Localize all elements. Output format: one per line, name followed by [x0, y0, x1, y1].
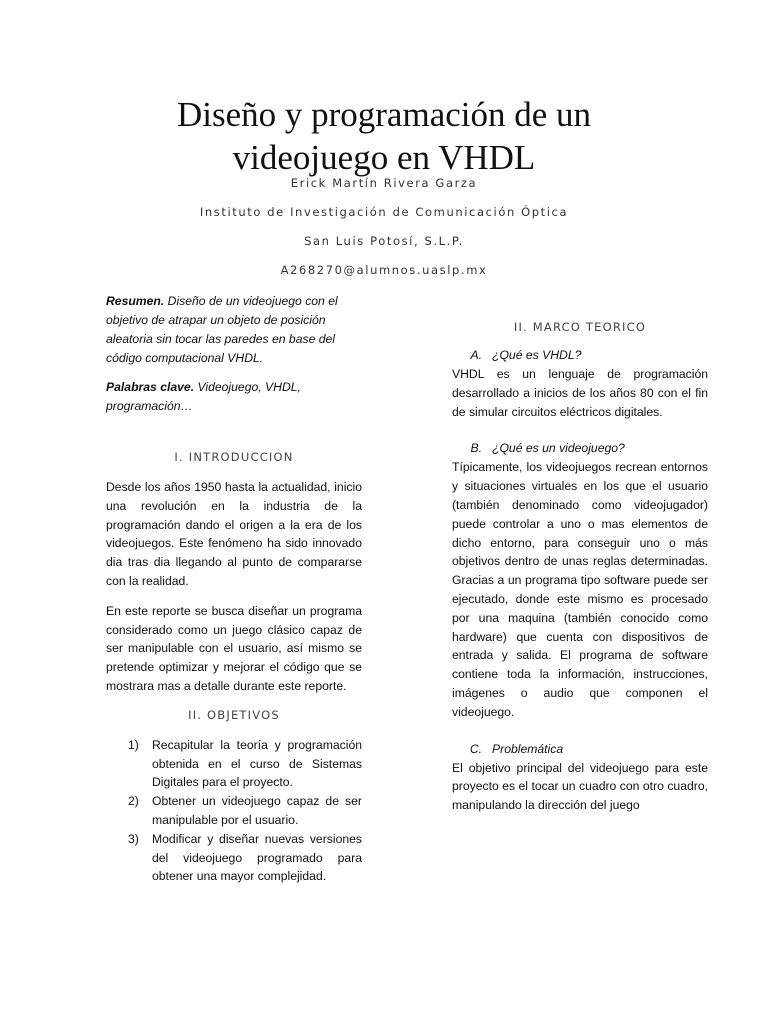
subsection-c-label: Problemática	[492, 741, 564, 756]
intro-heading: I. INTRODUCCION	[174, 450, 294, 464]
author-email: A268270@alumnos.uaslp.mx	[280, 263, 488, 277]
subsection-b-label: ¿Qué es un videojuego?	[492, 441, 625, 456]
subsection-b-text: Típicamente, los videojuegos recrean entornos y situaciones virtuales en los que el usuario (también denominado como videojugador) puede controlar a uno o mas elementos de dicho entorno, para conseguir uno o más objetivos dentro de unas reglas determinadas. Gracias a un programa tipo software puede ser ejecutado, donde este mismo es procesado por una maquina (también conocido como hardware) que cuenta con dispositivos de entrada y salida. El programa de software contiene toda la información, instrucciones, imágenes o audio que componen el videojuego.	[452, 460, 708, 719]
objetivo-number: 3)	[128, 831, 139, 846]
subsection-c-title	[452, 740, 708, 759]
objetivo-text: Obtener un videojuego capaz de ser manipulable por el usuario.	[152, 794, 362, 827]
title-line-2: videojuego en VHDL	[232, 138, 536, 177]
objetivo-text: Recapitular la teoría y programación obtenida en el curso de Sistemas Digitales para el proyecto.	[152, 737, 362, 790]
subsection-b-title	[452, 439, 708, 458]
abstract-label: Resumen.	[106, 294, 165, 308]
subsection-b-number: B.	[470, 441, 482, 456]
subsection-a-number: A.	[470, 348, 482, 362]
subsection-a-title	[452, 346, 708, 365]
objetivo-item	[106, 830, 362, 886]
subsection-c-number: C.	[469, 741, 482, 756]
marco-heading: II. MARCO TEORICO	[513, 320, 647, 334]
objetivos-heading: II. OBJETIVOS	[188, 707, 280, 722]
subsection-a-label: ¿Qué es VHDL?	[492, 348, 582, 362]
objetivo-item	[106, 792, 362, 830]
keywords	[106, 378, 362, 416]
subsection-a-text: VHDL es un lenguaje de programación desarrollado a inicios de los años 80 con el fin de simular circuitos eléctricos digitales.	[452, 367, 708, 419]
left-column	[106, 292, 362, 886]
intro-paragraph-1: Desde los años 1950 hasta la actualidad, inicio una revolución en la industria de la programación dando el origen a la era de los videojuegos. Este fenómeno ha sido innovado dia tras dia llegando al punto de compararse con la realidad.	[106, 480, 362, 588]
abstract	[106, 292, 362, 368]
abstract-text: Diseño de un videojuego con el objetivo de atrapar un objeto de posición aleatoria sin tocar las paredes en base del código computacional VHDL.	[106, 294, 338, 365]
objetivo-number: 2)	[128, 794, 139, 809]
title-line-1: Diseño y programación de un	[176, 95, 592, 134]
keywords-text: Videojuego, VHDL, programación…	[106, 380, 301, 413]
keywords-label: Palabras clave.	[106, 380, 195, 394]
intro-paragraph-2: En este reporte se busca diseñar un programa considerado como un juego clásico capaz de ser manipulable con el usuario, así mismo se pretende optimizar y mejorar el código que se mostrara mas a detalle durante este reporte.	[106, 603, 362, 693]
author-institution: Instituto de Investigación de Comunicación Óptica	[199, 205, 569, 219]
objetivos-list	[106, 736, 362, 886]
objetivo-text: Modificar y diseñar nuevas versiones del videojuego programado para obtener una mayor complejidad.	[152, 831, 362, 884]
author-name: Erick Martín Rivera Garza	[290, 176, 478, 190]
objetivo-number: 1)	[128, 737, 139, 752]
right-column	[452, 320, 708, 815]
author-location: San Luis Potosí, S.L.P.	[304, 234, 464, 248]
subsection-c-text: El objetivo principal del videojuego para este proyecto es el tocar un cuadro con otro cuadro, manipulando la dirección del juego	[452, 760, 708, 813]
objetivo-item	[106, 736, 362, 792]
paper-title	[84, 93, 684, 179]
